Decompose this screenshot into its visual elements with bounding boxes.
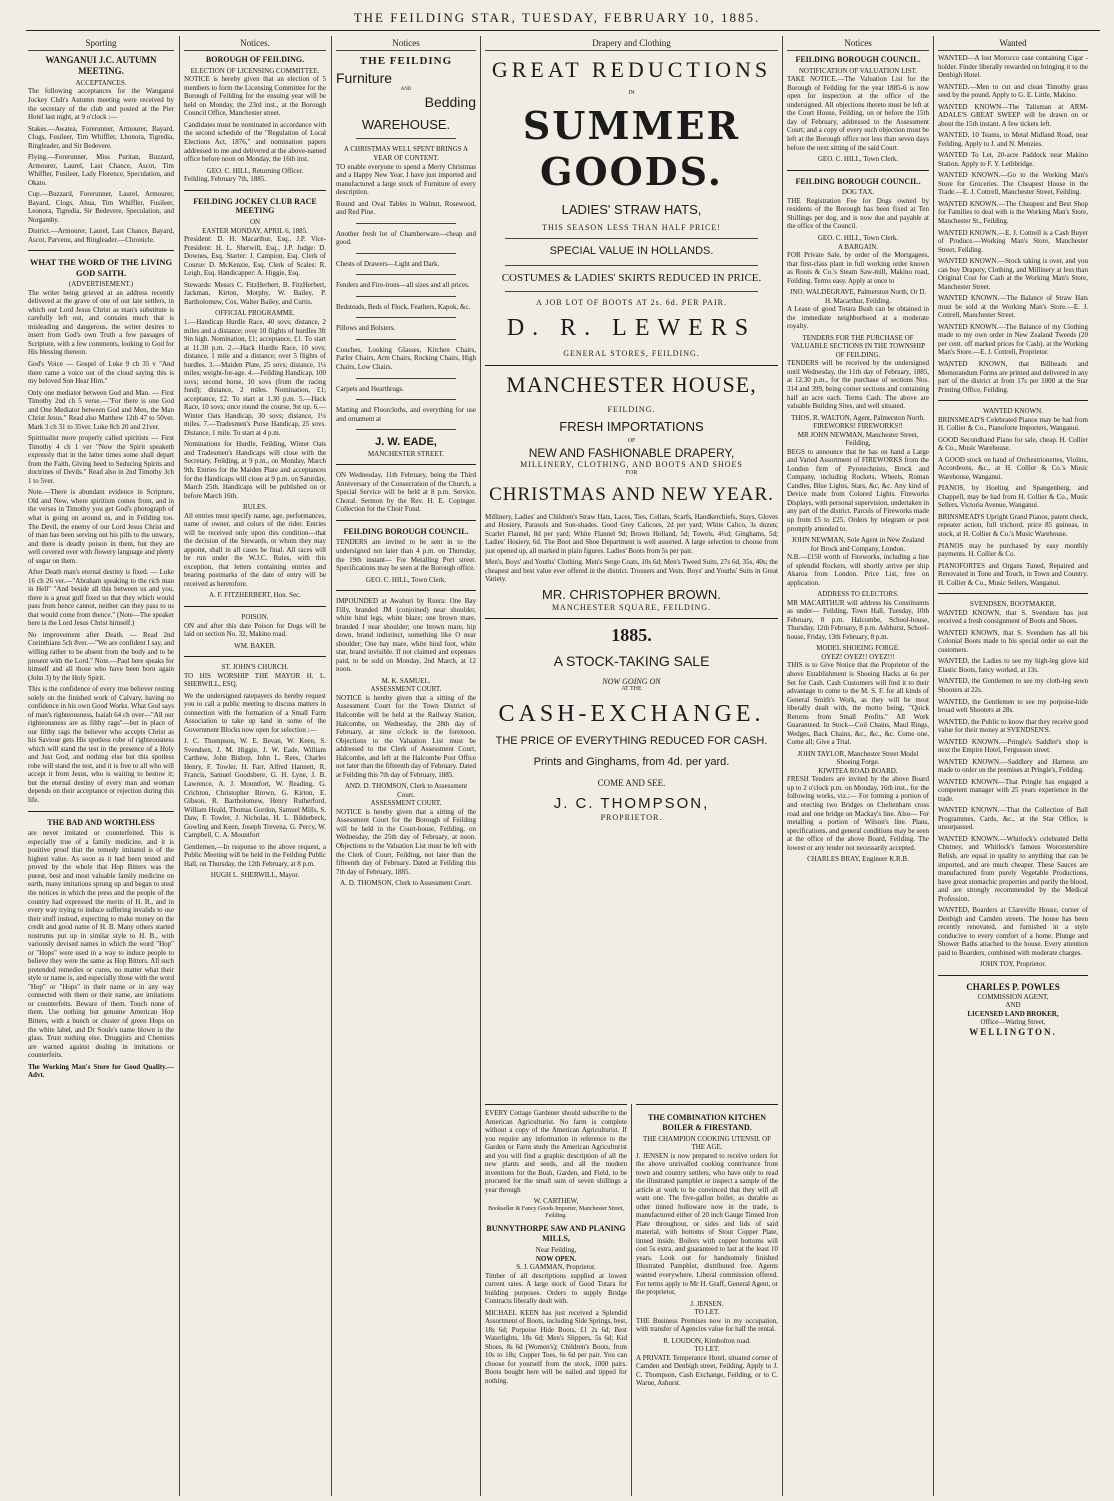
ad-line: PROPRIETOR.: [600, 812, 663, 822]
signature: GEO. C. HILL, Town Clerk.: [365, 575, 447, 584]
signature: WM. BAKER.: [234, 641, 276, 650]
section-rule: [336, 464, 476, 465]
signature: M. K. SAMUEL.: [381, 676, 431, 685]
piano-ad: PIANOS, by Hoeling and Spangenberg, and Chappell, may be had from H. Collier & Co., Music Sellers, Victoria Avenue, Wanganui.: [938, 484, 1088, 510]
furniture-item: Chests of Drawers—Light and Dark.: [336, 259, 440, 268]
wanted-ad: WANTED KNOWN.—Pringle's Saddler's shop is next the Empire Hotel, Fergusson street.: [938, 737, 1088, 755]
section-rule: [938, 593, 1088, 594]
ad-connector: AT THE: [621, 686, 642, 693]
notice-title: THE COMBINATION KITCHEN BOILER & FIRESTAND.: [647, 1113, 767, 1132]
masthead-rule: [26, 30, 1100, 31]
column-divider: [480, 36, 481, 1496]
section-rule: [485, 618, 778, 619]
svendsen-ads-list: [938, 609, 1088, 958]
signature: GEO. C. HILL, Town Clerk.: [817, 233, 899, 242]
ad-line: Prints and Ginghams, from 4d. per yard.: [533, 756, 730, 769]
paragraph: FOR Private Sale, by order of the Mortgagees, that first-class plant in full working order known as Roots & Co.'s Steam Saw-mill, Makino road, Feilding. Terms easy. Apply at once to: [787, 251, 929, 285]
ad-line: MILLINERY, CLOTHING, AND BOOTS AND SHOES: [520, 460, 743, 470]
section-rule: [184, 190, 326, 191]
article-subtitle: ACCEPTANCES.: [75, 78, 127, 87]
wanted-ad: WANTED, Boarders at Clareville House, corner of Denbigh and Camden streets. The house has been recently renovated, and furnished in a style conducive to every comfort of a home. Plunge and Shower Baths attached to the house. Every attention paid to Boarders, combined with moderate charges.: [938, 906, 1088, 957]
paragraph: J. JENSEN is now prepared to receive orders for the above unrivalled cooking contrivance from town and country settlers, who have only to read the illustrated pamphlet or inspect a sample of the article at work to be convinced that they will all want one. The five-gallon boiler, as durable as other tinned holloware now in the trade, is manufactured either of 20 inch Gauge Tinned Iron Plate throughout, or sides and lids of said material, with bottoms of Stout Copper Plate, tinned inside. Boilers with copper bottoms will cost 5s extra, and guaranteed to last at the least 10 years. Look out for handsomely finished Illustrated Pamphlet, distributed free. Agents wanted everywhere. Liberal commission offered. For terms apply to Mr H. Graff, General Agent, or the proprietor,: [636, 1151, 778, 1297]
furniture-item: Pillows and Bolsters.: [336, 324, 396, 333]
ad-line: FEILDING.: [607, 404, 656, 414]
ad-title: THE FEILDING: [359, 54, 453, 67]
column-header: Notices.: [184, 38, 326, 51]
ad-line: WELLINGTON.: [969, 1027, 1057, 1037]
paragraph: District.—Armourer, Laurel, Last Chance, Bayard, Ascot, Parvenu, and Ringleader.—Chronicle.: [28, 227, 174, 244]
paragraph: President: D. H. Macarthur, Esq., J.P. Vice-President: H. L. Sherwill, Esq., J.P. Judge: D. Downes, Esq. Starter: J. Campion, Esq. Clerk of Course: D. McKenzie, Esq. Clerk of Scales: R. Leigh, Esq. Handicapper: A. Higgie, Esq.: [184, 235, 326, 278]
notice-title: FEILDING BOROUGH COUNCIL.: [795, 54, 921, 64]
ad-tagline: A CHRISTMAS WELL SPENT BRINGS A YEAR OF CONTENT.: [343, 145, 469, 163]
paragraph: are never imitated or counterfeited. This is especially true of a family medicine, and it is positive proof that the remedy imitated is of the highest value. As soon as it had been tested and proved by the whole that Hop Bitters was the purest, best and most valuable family medicine on earth, many imitations sprung up and began to steal the notices in which the press and the people of the country had expressed the merits of H. B., and in every way trying to induce suffering invalids to use their stuff instead, expecting to make money on the credit and good name of H. B. Many others started nostrums put up in similar style to H. B., with variously devised names in which the word "Hop" or "Hops" were used in a way to induce people to believe they were the same as Hop Bitters. All such pretended remedies or cures, no matter what their style or name is, and especially those with the word "Hop" or "Hops" in their name or in any way connected with them or their name, are imitations or counterfeits. Beware of them. Touch none of them. Use nothing but genuine American Hop Bitters, with a bunch or cluster of green Hops on the white label, and Dr Soule's name blown in the glass. Trust nothing else. Druggists and Chemists are warned against dealing in imitations or counterfeits.: [28, 829, 174, 1060]
ad-line: LADIES' STRAW HATS,: [561, 201, 702, 217]
paragraph: TENDERS are invited to be sent in to the undersigned not later than 4 p.m. on Thursday, the 19th instant— For Metalling Port street. Specifications may be seen at the Borough office.: [336, 538, 476, 573]
ad-line: FRESH IMPORTATIONS: [559, 418, 704, 434]
ad-name: CHARLES P. POWLES: [966, 981, 1060, 992]
ad-line: LICENSED LAND BROKER,: [967, 1009, 1059, 1018]
signature: THOS. R. WALTON, Agent, Palmerston North.: [791, 413, 925, 422]
paragraph: Candidates must be nominated in accordance with the second schedule of the "Regulation of Local Elections Act, 1876," and nomination papers addressed to me and delivered at the above-named office before noon on Monday, the 16th inst.: [184, 120, 326, 164]
ad-line: THIS SEASON LESS THAN HALF PRICE!: [542, 222, 721, 232]
notice-subtitle: NOTIFICATION OF VALUATION LIST.: [798, 66, 918, 75]
paragraph: Timber of all descriptions supplied at lowest current rates. A large stock of Good Totara for building purposes. Orders to supply Bridge Contracts liberally dealt with.: [485, 1271, 627, 1306]
notice-title: SVENDSEN, BOOTMAKER.: [969, 600, 1057, 609]
ad-connector: IN: [628, 89, 635, 96]
paragraph: The Working Man's Store for Good Quality.—Advt.: [28, 1062, 174, 1080]
paragraph: IMPOUNDED at Awahuri by Ruera: One Bay Filly, branded JM (conjoined) near shoulder, white hind legs, white blaze; one brown mare, branded J near shoulder; one brown mare, hip down, brand indistinct, something like O near shoulder; One bay mare, white hind foot, white star, brand invisible. If not claimed and expenses paid, to be sold on Monday, 2nd March, at 12 noon.: [336, 597, 476, 674]
wanted-ad: WANTED KNOWN.—Go to the Working Man's Store for Groceries. The Cheapest House in the Trade.—E. J. Cottrell, Manchester Street, Feilding.: [938, 171, 1088, 197]
advert-label: (ADVERTISEMENT.): [68, 280, 134, 289]
ad-headline: GREAT REDUCTIONS: [491, 56, 772, 82]
wanted-ad: WANTED KNOWN, that S. Svendsen has just received a fresh consignment of Boots and Shoes.: [938, 608, 1088, 626]
furniture-item: Bedsteads, Beds of Flock, Feathers, Kapok, &c.: [336, 302, 471, 311]
piano-ad: PIANOS may be purchased by easy monthly payments. H. Collier & Co.: [938, 541, 1088, 559]
ad-line: NOW GOING ON: [602, 676, 661, 686]
signature: A. D. THOMSON, Clerk to Assessment Court.: [340, 879, 472, 888]
signature: S. J. GAMMAN, Proprietor.: [516, 1263, 596, 1272]
column-header: Wanted: [938, 38, 1088, 51]
paragraph: All entries must specify name, age, performances, name of owner, and colors of the rider. Entries will be received only upon this condition—that the decision of the Stewards, or whom they may appoint, shall in all cases be final. All races will be run under the W.J.C. Rules, with this exception, that letters containing entries and bearing postmarks of the date of entry will be received as heretofore.: [184, 511, 326, 588]
paragraph: ON and after this date Poison for Dogs will be laid on section No. 32, Makino road.: [184, 621, 326, 639]
paragraph: TAKE NOTICE.—The Valuation List for the Borough of Feilding for the year 1885-6 is now open for inspection at the office of the undersigned. All objections thereto must be left at the Court House, Feilding, on or before the 15th day of February, addressed to the Assessment Court; and a copy of every such objection must be left at the Borough office not less than seven days before the next sitting of the said Court.: [787, 75, 929, 152]
notice-subtitle: OFFICIAL PROGRAMME.: [215, 309, 295, 318]
separator: [505, 265, 758, 266]
wanted-ads-list: [938, 54, 1088, 394]
wanted-ad: WANTED KNOWN, that Billheads and Memorandum Forms are printed and delivered in any part of the district at from 17s per 1000 at the Star Printing Office, Feilding.: [938, 359, 1088, 394]
paragraph: NOTICE is hereby given that an election of 5 members to form the Licensing Committee for the Borough of Feilding for the ensuing year will be held on Monday, the 23rd inst., at the Borough Council Office, Manchester street.: [184, 75, 326, 118]
wanted-ad: WANTED To Let, 20-acre Paddock near Makino Station. Apply to F. Y. Lethbridge.: [938, 151, 1088, 168]
notice-title: TO LET.: [694, 1345, 720, 1354]
notice-subtitle: OYEZ! OYEZ!! OYEZ!!!: [821, 652, 895, 661]
ad-headline: MANCHESTER HOUSE,: [506, 372, 757, 398]
notice-title: FEILDING BOROUGH COUNCIL.: [343, 526, 469, 536]
piano-ad: BRINSMEAD'S Celebrated Pianos may be had from H. Collier & Co., Pianoforte Importers, Wanganui.: [938, 415, 1088, 433]
paragraph: Feilding, February 7th, 1885.: [184, 175, 267, 184]
article-title: WHAT THE WORD OF THE LIVING GOD SAITH.: [29, 257, 173, 278]
column-header: Notices: [787, 38, 929, 51]
column-wanted: [938, 38, 1088, 1493]
piano-ad: PIANOFORTES and Organs Tuned, Repaired and Renovated in Tone and Touch, in Town and Country. H. Collier & Co., Music Sellers, Wanganui.: [938, 561, 1088, 587]
ad-warehouse: WAREHOUSE.: [361, 116, 451, 132]
wanted-ad: WANTED KNOWN—The Talisman at ARM-ADALE'S GREAT SWEEP will be drawn on or about the 15th instant. A few tickets left.: [938, 102, 1088, 128]
paragraph: ON Wednesday, 11th February, being the Third Anniversary of the Consecration of the Church, a Special Service will be held at 8 p.m. Service, Choral. Sermon by the Rev. H. E. Copinger. Collection for the Choir Fund.: [336, 471, 476, 514]
notice-title: ADDRESS TO ELECTORS.: [817, 590, 899, 599]
paragraph: Men's, Boys' and Youths' Clothing. Men's Serge Coats, 10s 6d; Men's Tweed Suits, 27s 6d, 35s, 40s; the cheapest and best value ever offered in the district. Trousers and Vests. Boys' and Youths' Suits in Great Variety.: [485, 558, 778, 584]
column-header: Notices: [336, 38, 476, 51]
ad-name: MR. CHRISTOPHER BROWN.: [542, 586, 721, 602]
separator: [356, 138, 456, 139]
ad-line: COMMISSION AGENT,: [977, 992, 1049, 1001]
piano-ad: GOOD Secondhand Piano for sale, cheap. H. Collier & Co., Music Warehouse.: [938, 435, 1088, 453]
paragraph: EVERY Cottage Gardener should subscribe to the American Agriculturist. No farm is complete without a copy of the American Agriculturist. If you require any information in reference to the Garden or Farm study the American Agriculturist and you will find a graphic description of all the new plants and seeds, and all the modern inventions for the Bush, Garden, and Field, to be procured for the small sum of seven shillings a year through: [485, 1109, 627, 1194]
column-lower-left: [485, 1104, 627, 1499]
piano-ad: A GOOD stock on hand of Orchestrionettes, Violins, Accordeons, &c., at H. Collier & Co.'s Music Warehouse, Wanganui.: [938, 455, 1088, 481]
paragraph: MR MACARTHUR will address his Constituents as under— Feilding, Town Hall, Tuesday, 10th February, 8 p.m. Halcombe, School-house, Thursday, 12th February, 8 p.m. Ashhurst, School-house, Friday, 13th February, 8 p.m.: [787, 598, 929, 641]
ad-headline: A STOCK-TAKING SALE: [553, 653, 710, 670]
ad-bedding: Bedding: [424, 93, 476, 110]
notice-title: POISON.: [241, 612, 269, 621]
signature: GEO. C. HILL, Returning Officer.: [206, 166, 304, 175]
notice-title: FIREWORKS! FIREWORKS!!: [813, 422, 903, 431]
ad-name: D. R. LEWERS: [506, 315, 757, 341]
ad-connector: OF: [627, 438, 636, 445]
separator: [356, 223, 456, 224]
ad-line: Office—Waring Street,: [980, 1018, 1046, 1027]
separator: [505, 291, 758, 292]
paragraph: NOTICE is hereby given that a sitting of the Assessment Court for the Borough of Feilding will be held in the Court-house, Feilding, on Wednesday, the 25th day of February, at noon. Objections to the Valuation List must be left with the Clerk of Court, Feilding, not later than the fifteenth day of February. Dated at Feilding this 7th day of February, 1885.: [336, 807, 476, 876]
section-rule: [938, 400, 1088, 401]
separator: [356, 296, 456, 297]
column-notices-1: [184, 38, 326, 1493]
wanted-ad: WANTED KNOWN.—That the Collection of Ball Programmes, Cards, &c., at the Star Office, is unsurpassed.: [938, 806, 1088, 832]
ad-name: J. C. THOMPSON,: [553, 794, 710, 812]
signature: JOHN NEWMAN, Sole Agent in New Zealand for Brock and Company, London.: [791, 536, 925, 553]
notice-title: A BARGAIN.: [837, 242, 879, 251]
signature: A. F. FITZHERBERT, Hon. Sec.: [208, 591, 302, 600]
ad-line: COSTUMES & LADIES' SKIRTS REDUCED IN PRICE.: [501, 271, 762, 284]
ad-connector: AND: [1005, 1001, 1021, 1010]
ad-connector: FOR: [625, 470, 638, 477]
separator: [356, 317, 456, 318]
wanted-ad: WANTED KNOWN.—Whitlock's celebrated Delhi Chutney, and Whitlock's famous Worcestershire Relish, are equal in quality to anything that can be imported, and are much cheaper. These Sauces are manufactured from purely Vegetable Productions, have great stomachic properties and purify the blood, and are strongly recommended by the Medical Profession.: [938, 834, 1088, 903]
article-title: THE BAD AND WORTHLESS: [47, 817, 155, 827]
signature: HUGH L. SHERWILL, Mayor.: [210, 871, 300, 880]
ad-address: MANCHESTER STREET.: [367, 449, 445, 458]
signature: JOHN TOY, Proprietor.: [979, 960, 1047, 969]
column-header: Drapery and Clothing: [485, 38, 778, 51]
wanted-ad: WANTED KNOWN—That Pringle has engaged a competent manager with 25 years experience in the trade.: [938, 777, 1088, 803]
paragraph: TO HIS WORSHIP THE MAYOR H. L. SHERWILL, ESQ.: [184, 671, 326, 689]
furniture-item: Round and Oval Tables in Walnut, Rosewood, and Red Pine.: [336, 199, 476, 217]
signatory-list: J. C. Thompson, W. E. Bevan, W. Keen, S. Svendsen, J. M. Higgie, J. W. Eade, William Carthew, John Bishop, John L. Rees, Charles Henry, F. Towler, H. Farr, Alfred Hannett, R. Francis, Samuel Goodsbere, G. H. Lyne, J. B. Lawrence, A. J. Mountfort, W. Reading, G. Crichton, Christopher Brown, G. Kirton, E. Gibson, R. Bartholomew, Henry Rutherford, William Heald, Thomas Gordon, Samuel Mills, S. Daw, F. Towler, J. Nicholas, H. L. Bilderbeck, Gowling and Keen, Joseph Trevena, G. Percy, W. Campbell, C. A. Mountfort: [184, 737, 326, 840]
section-rule: [184, 656, 326, 657]
paragraph: N.B.—£150 worth of Fireworks, including a line of splendid Rockets, will shortly arrive per ship Akaroa from London. Price List, free on application.: [787, 553, 929, 587]
signature: R. LOUDON, Kimbolton road.: [663, 1336, 751, 1345]
paragraph: God's Voice — Gospel of Luke 9 ch 35 v "And there came a voice out of the cloud saying this is my beloved Son Hear Him.": [28, 359, 174, 386]
furniture-item: Another fresh lot of Chamberware—cheap and good.: [336, 229, 476, 247]
wanted-ad: WANTED KNOWN, that S. Svendsen has all his Colonial Boots made to his special order so suit the customers.: [938, 628, 1088, 654]
paragraph: Spiritualist more properly called spiritists — First Timothy 4 ch 1 ver "Now the Spirit speaketh expressly that in the latter times some shall depart from the Faith, Giving heed to Seducing Spirits and doctrines of Devils." Read also in 2nd Timothy 3ch 1 to 5ver.: [28, 434, 174, 485]
ad-address: GENERAL STORES, FEILDING.: [563, 349, 700, 359]
column-sporting: [28, 38, 174, 1493]
signature: CHARLES BRAY, Engineer K.R.B.: [807, 855, 909, 864]
notice-title: TENDERS FOR THE PURCHASE OF VALUABLE SECTIONS IN THE TOWNSHIP OF FEILDING.: [790, 333, 926, 359]
ad-line: COME AND SEE.: [597, 777, 666, 788]
section-rule: [787, 170, 929, 171]
paragraph: TO enable everyone to spend a Merry Christmas and a Happy New Year, I have just imported and manufactured a large stock of Furniture of every description.: [336, 162, 476, 197]
wanted-ad: WANTED KNOWN.—Stock taking is over, and you can buy Drapery, Clothing, and Millinery at less than Original Cost for Cash at the Working Man's Store, Manchester Street.: [938, 257, 1088, 291]
wanted-ad: WANTED—A lost Morocco case containing Cigar - holder. Finder liberally rewarded on bringing it to the Denbigh Hotel.: [938, 53, 1088, 80]
ad-and: AND: [400, 87, 412, 93]
notice-title: WANTED KNOWN.: [983, 407, 1043, 416]
paragraph: The writer being grieved at an address recently delivered at the grave of one of our late settlers, in which our Lord Jesus Christ as man's substitute is carefully left out, and contains much that is misleading and dangerous, the writer desires to insert from God's own Truth a few passages of Scripture, with a few comments, looking to God for His blessing thereon.: [28, 288, 174, 357]
column-notices-3: [787, 38, 929, 1493]
paragraph: THE Business Premises now in my occupation, with transfer of Agencies value for half the rental.: [636, 1316, 778, 1334]
notice-title: KIWITEA ROAD BOARD.: [818, 766, 898, 775]
paragraph: This is the confidence of every true believer resting solely on the finished work of Calvary, having no confidence in his own Good Works. What God says of man's righteousness, Isaiah 64 ch over—"All our righteousness are as filthy rags"—but in place of our filthy rags the believer who accepts Christ as his Saviour gets His spotless robe of righteousness which will stand the test in the presence of a Holy and Just God, and nothing else but this spotless robe will stand the test, and it is free to all who will accept it from Jesus, who is waiting to bestow it; but the eternal destiny of every man and woman depends on their acceptance or rejection during this life.: [28, 685, 174, 804]
wanted-ad: WANTED, the Gentlemen to see my porpoise-hide broad welt Shooters at 28s.: [938, 697, 1088, 715]
paragraph: THIS is to Give Notice that the Proprietor of the above Establishment is Shoeing Hacks at 6s per Set for Cash. Cash Customers will find it to their advantage to come to the M. S. F. for all kinds of General Smith's Work, as they will be most liberally dealt with, the motto being, "Quick Returns from Small Profits." All Work Guaranteed. In Stock—Coil Chains, Maul Rings, Wedges, Back Chains, &c., &c., &c. Come one, Come all; Give a Trial.: [787, 661, 929, 747]
address: Near Feilding,: [535, 1245, 577, 1254]
paragraph: BEGS to announce that he has on hand a Large and Varied Assortment of FIREWORKS from the London firm of Pyrotechnists, Brock and Company, including Rockets, Wheels, Roman Candles, Blue Lights, Stars, &c, &c. Any kind of Device made from Colored Lights. Fireworks Displays, with personal supervision, undertaken in any part of the district. Parcels of Fireworks made up from £5 to £25. Orders by telegram or post promptly attended to.: [787, 447, 929, 533]
column-lower-right: [636, 1104, 778, 1499]
paragraph: 1.—Handicap Hurdle Race, 40 sovs; distance, 2 miles and a distance; over 10 flights of hurdles 3ft 9in high. Nomination, £1; acceptance, £1. To start at 11.30 p.m. 2.—Hack Hurdle Race, 10 sovs; distance, 1 mile and a distance; over 5 flights of hurdles. 3.—Maiden Plate, 25 sovs; distance, 1¼ miles; weight-for-age. 4.—Feilding Handicap, 100 sovs; second horse, 10 sovs (from the racing fund); distance, 2 miles. Nomination, £1; acceptance, £2. To start at 1.30 p.m. 5.—Hack Race, 10 sovs; once round the course, 9st up. 6.—Winter Oats Handicap, 30 sovs; distance, 1¼ miles. 7.—Tradesmen's Purse Handicap, 25 sovs. Distance, 1 mile. To start at 4 p.m.: [184, 317, 326, 437]
notice-title: BUNNYTHORPE SAW AND PLANING MILLS,: [486, 1224, 626, 1244]
furniture-item: Couches, Looking Glasses, Kitchen Chairs, Parlor Chairs, Arm Chairs, Rocking Chairs, High Chairs, Low Chairs.: [336, 345, 476, 371]
notice-title: BOROUGH OF FEILDING.: [205, 54, 305, 64]
notice-title: TO LET.: [694, 1308, 720, 1317]
paragraph: Flying.—Forerunner, Miss Puritan, Buzzard, Armourer, Laurel, Last Chance, Ascot, Tim Whiffler, Fusileer, Lady Florence, Speculation, and Okato.: [28, 153, 174, 187]
notice-line: NOW OPEN.: [535, 1254, 577, 1263]
notice-title: FEILDING BOROUGH COUNCIL.: [795, 176, 921, 186]
wanted-ad: WANTED.—Men to cut and clean Timothy grass seed by the pound. Apply to G. E. Little, Makino.: [938, 82, 1088, 100]
ad-headline: CHRISTMAS AND NEW YEAR.: [489, 484, 774, 506]
separator: [505, 238, 758, 239]
wanted-ad: WANTED, the Ladies to see my high-leg glove kid Elastic Boots, fancy worked, at 13s.: [938, 657, 1088, 674]
separator: [356, 274, 456, 275]
column-divider: [782, 36, 783, 1496]
signature: JNO. WALDEGRAVE, Palmerston North, Or D. H. Macarthur, Feilding.: [789, 288, 927, 305]
separator: [356, 378, 456, 379]
wanted-ad: WANTED, the Gentlemen to see my cloth-leg sewn Shooters at 22s.: [938, 677, 1088, 694]
ad-headline-summer: SUMMER GOODS.: [522, 103, 741, 195]
signature: J. JENSEN.: [690, 1299, 724, 1308]
furniture-item: Fenders and Fire-irons—all sizes and all prices.: [336, 281, 470, 290]
section-rule: [336, 520, 476, 521]
paragraph: Millinery, Ladies' and Children's Straw Hats, Laces, Ties, Collars, Scarfs, Handkerchiefs, Stays, Gloves and Hosiery, Parasols and Sun-shades. Good Grey Calicoes, 2d per yard; White Calico, 3s dozen; Scarlet Flannel, 8d per yard; White Flannel 9d; Brown Holland, 5d; Towels, 4½d; Ginghams, 5d; Ladies' Hosiery, 6d. The Boot and Shoe Department is well assorted. A large selection to choose from just opened up, all marked in plain figures. Ladies' Boots from 5s per pair.: [485, 512, 778, 555]
paragraph: MICHAEL KEEN has just received a Splendid Assortment of Boots, including Side Springs, best, 18s 6d; Porpoise Hide Boots, £1 2s 6d; Best Waterlights, 18s 6d; Men's Slippers, 5s 6d; Kid Shoes, 8s 6d (Women's); Children's Boots, from 10s to 18s; Copper Toes, 6s 6d per pair. You can choose for yourself from the stock, 1000 pairs. Boots bought here will be nailed and tipped for nothing.: [485, 1308, 627, 1385]
paragraph: After Death man's eternal destiny is fixed. — Luke 16 ch 26 ver.—"Abraham speaking to the rich man in Hell" "And beside all this between us and you, there is a great gulf fixed so that they which would pass from hence cannot, neither can they pass to us that would come from thence." (Note—The speaker here is the Lord Jesus Christ himself.): [28, 568, 174, 628]
paragraph: Stakes.—Awatea, Forerunner, Armourer, Bayard, Clogs, Fusileer, Tim Whiffler, Lhonora, Tigredia, Ringleader, and Sir Bedevere.: [28, 124, 174, 150]
wanted-ad: WANTED KNOWN.—E. J. Cottrell is a Cash Buyer of Produce.—Working Man's Store, Manchester Street, Feilding.: [938, 228, 1088, 254]
column-divider: [179, 36, 180, 1496]
column-divider: [331, 36, 332, 1496]
furniture-item: Carpets and Hearthrugs.: [336, 384, 404, 393]
wanted-ad: WANTED KNOWN.—The Balance of my Clothing made to my own order in New Zealand Tweeds (20 per cent. off marked prices for Cash), at the Working Man's Store.—E. J. Cottrell, Proprietor.: [938, 322, 1088, 357]
wanted-ad: WANTED KNOWN.—The Balance of Straw Hats must be sold at the Working Man's Store.—E. J. Cottrell, Manchester Street.: [938, 294, 1088, 320]
notice-subtitle: THE CHAMPION COOKING UTENSIL OF THE AGE.: [642, 1134, 772, 1152]
paragraph: THE Registration Fee for Dogs owned by residents of the Borough has been fixed at Ten Shillings per dog, and is now due and payable at the office of the Council.: [787, 196, 929, 231]
piano-ad: BRINSMEAD'S Upright Grand Pianos, patent check, repeater action, full trichord, price 85 guineas, in stock, at H. Collier & Co.'s Music Warehouse.: [938, 512, 1088, 538]
ad-name: J. W. EADE,: [375, 436, 437, 449]
paragraph: Stewards: Messrs C. FitzHerbert, B. FitzHerbert, Jackman, Kirton, Morphy, W. Bailey, P. Bartholomew, Cox, Walter Bailey, and Curtis.: [184, 280, 326, 306]
section-rule: [184, 606, 326, 607]
paragraph: A Lease of good Totara Bush can be obtained in the immediate neighborhood at a moderate royalty.: [787, 305, 929, 331]
paragraph: The following acceptances for the Wanganui Jockey Club's Autumn meeting were received by the secretary of the club and posted at the Pier Hotel last night, at 9 o'clock :—: [28, 87, 174, 122]
wanted-ad: WANTED KNOWN.—The Cheapest and Best Shop for Families to deal with is the Working Man's Store, Manchester St., Feilding.: [938, 199, 1088, 225]
notice-title: ST. JOHN'S CHURCH.: [221, 663, 289, 672]
address: Bookseller & Fancy Goods Importer, Manchester Street, Feilding.: [488, 1205, 624, 1220]
section-rule: [28, 811, 174, 812]
paragraph: No improvement after Death. — Read 2nd Corinthians 5ch 8ver.—"We are confident I say, and willing rather to be absent from the body and to be present with the Lord." Note.—Paul here speaks for himself and all those who have been born again (John 3) by the Holy Spirit.: [28, 630, 174, 682]
ad-headline: CASH-EXCHANGE.: [498, 700, 765, 727]
masthead: THE FEILDING STAR, TUESDAY, FEBRUARY 10, 1885.: [353, 10, 761, 25]
notice-subtitle: RULES.: [243, 503, 267, 512]
notice-subtitle: ELECTION OF LICENSING COMMITTEE.: [190, 66, 320, 75]
paragraph: TENDERS will be received by the undersigned until Wednesday, the 11th day of February, 1885, at 12.30 p.m., for the purchase of sections Nos. 314 and 399, being corner sections and containing half an acre each. Terms Cash. The above are valuable Building Sites, and well situated.: [787, 359, 929, 411]
ad-line: A JOB LOT OF BOOTS AT 2s. 6d. PER PAIR.: [536, 298, 727, 308]
signature: W. CARTHEW,: [533, 1197, 579, 1206]
paragraph: Cup.—Buzzard, Forerunner, Laurel, Armourer, Bayard, Clogs, Ahua, Tim Whiffler, Fusileer, Leonora, Tigredia, Sir Bedevere, Speculation, and Norgamby.: [28, 190, 174, 224]
separator: [356, 429, 456, 430]
column-notices-2: [336, 38, 476, 1493]
wanted-ad: WANTED KNOWN.—Saddlery and Harness are made to order on the premises at Pringle's, Feilding.: [938, 757, 1088, 775]
paragraph: Nominations for Hurdle, Feilding, Winter Oats and Tradesmen's Handicaps will close with the Secretary, Feilding, at 9 p.m., on Monday, March 9th. Entries for the Maiden Plate and acceptances for the Handicaps will close at 9 p.m. on Saturday, March 25th. Handicaps will be published on or before March 16th.: [184, 440, 326, 500]
notice-subtitle: ON: [249, 218, 261, 227]
notice-subtitle: MR JOHN NEWMAN, Manchester Street, Feilding,: [797, 430, 919, 448]
column-divider: [933, 36, 934, 1496]
signature: GEO. C. HILL, Town Clerk.: [817, 155, 899, 164]
ad-line: THE PRICE OF EVERYTHING REDUCED FOR CASH.: [495, 734, 768, 747]
paragraph: NOTICE is hereby given that a sitting of the Assessment Court for the Town District of Halcombe will be held at the Railway Station, Halcombe, on Wednesday, the 28th day of February, at nine o'clock in the forenoon. Objections to the Valuation List must be addressed to the Clerk of Assessment Court, Halcombe, and left at the Halcombe Post Office not later than the fifteenth day of February. Dated at Feilding this 7th day of February, 1885.: [336, 693, 476, 779]
section-rule: [485, 365, 778, 366]
furniture-item-list: [336, 200, 476, 430]
paragraph: A PRIVATE Temperance Hotel, situated corner of Camden and Denbigh street, Feilding. Apply to J. C. Thompson, Cash Exchange, Feilding, or to C. Warne, Ashurst.: [636, 1353, 778, 1388]
paragraph: FRESH Tenders are invited by the above Board up to 2 o'clock p.m. on Monday, 16th inst., for the following works, viz.:— For forming a portion of and erecting two Bridges on Cheltenham cross road and one bridge on Mackay's line. Also— For metalling a portion of Wilson's line. Plans, specifications, and general conditions may be seen at the office of the above Board, Feilding. The lowest or any tender not necessarily accepted.: [787, 775, 929, 852]
ad-line: NEW AND FASHIONABLE DRAPERY,: [528, 445, 735, 460]
section-rule: [336, 590, 476, 591]
signature: JOHN TAYLOR, Manchester Street Model Shoeing Forge.: [797, 749, 919, 767]
ad-furniture: Furniture: [336, 70, 393, 87]
ad-address: MANCHESTER SQUARE, FEILDING.: [551, 602, 712, 612]
section-rule: [28, 250, 174, 251]
wanted-ad: WANTED, 10 Teams, to Metal Midland Road, near Feilding. Apply to J. and N. Menzies.: [938, 131, 1088, 148]
piano-ads-list: [938, 416, 1088, 588]
article-title: WANGANUI J.C. AUTUMN MEETING.: [45, 54, 157, 76]
notice-subtitle: DOG TAX.: [841, 188, 875, 197]
notice-title: ASSESSMENT COURT.: [370, 685, 442, 694]
furniture-item: Matting and Floorcloths, and everything for use and ornament at: [336, 406, 476, 423]
column-header: Sporting: [28, 38, 174, 51]
signature: AND. D. THOMSON, Clerk to Assessment Court.: [344, 782, 468, 799]
notice-title: MODEL SHOEING FORGE.: [816, 644, 900, 653]
notice-title: ASSESSMENT COURT.: [370, 799, 442, 808]
section-rule: [938, 975, 1088, 976]
paragraph: We the undersigned ratepayers do hereby request you to call a public meeting to discuss matters in connection with the formation of a Small Farm Association to take up land in some of the Government Blocks now open for selection :—: [184, 691, 326, 734]
ad-line: SPECIAL VALUE IN HOLLANDS.: [549, 245, 714, 258]
ad-year: 1885.: [611, 625, 652, 646]
paragraph: Gentlemen,—In response to the above request, a Public Meeting will be held in the Feilding Public Hall, on Thursday, the 12th February, at 8 p.m.: [184, 842, 326, 868]
column-divider: [631, 1104, 632, 1496]
separator: [356, 253, 456, 254]
paragraph: Only one mediator between God and Man. — First Timothy 2nd ch 5 verse.—"For there is one God and One Mediator between God and Men, the Man Christ Jesus." Read also Matthew 12th 47 to 50ver. Mark 3 ch 31 to 35ver. Luke 8ch 20 and 21ver.: [28, 388, 174, 431]
separator: [356, 339, 456, 340]
wanted-ad: WANTED, the Public to know that they receive good value for their money at SVENDSEN'S.: [938, 717, 1088, 735]
notice-title: FEILDING JOCKEY CLUB RACE MEETING: [193, 196, 317, 216]
paragraph: Note.—There is abundant evidence in Scripture, Old and New, where spiritism comes from, and in the verses in Timothy you get God's photograph of what is going on around us, and in Feilding too. The Devil, the enemy of our Lord Jesus Christ and of man has been serving out his pills to the unwary, and there is deadly poison in them, but they are well covered over with flowery language and plenty of sugar on them.: [28, 488, 174, 565]
separator: [356, 399, 456, 400]
notice-subtitle: EASTER MONDAY, APRIL 6, 1885.: [202, 226, 308, 235]
